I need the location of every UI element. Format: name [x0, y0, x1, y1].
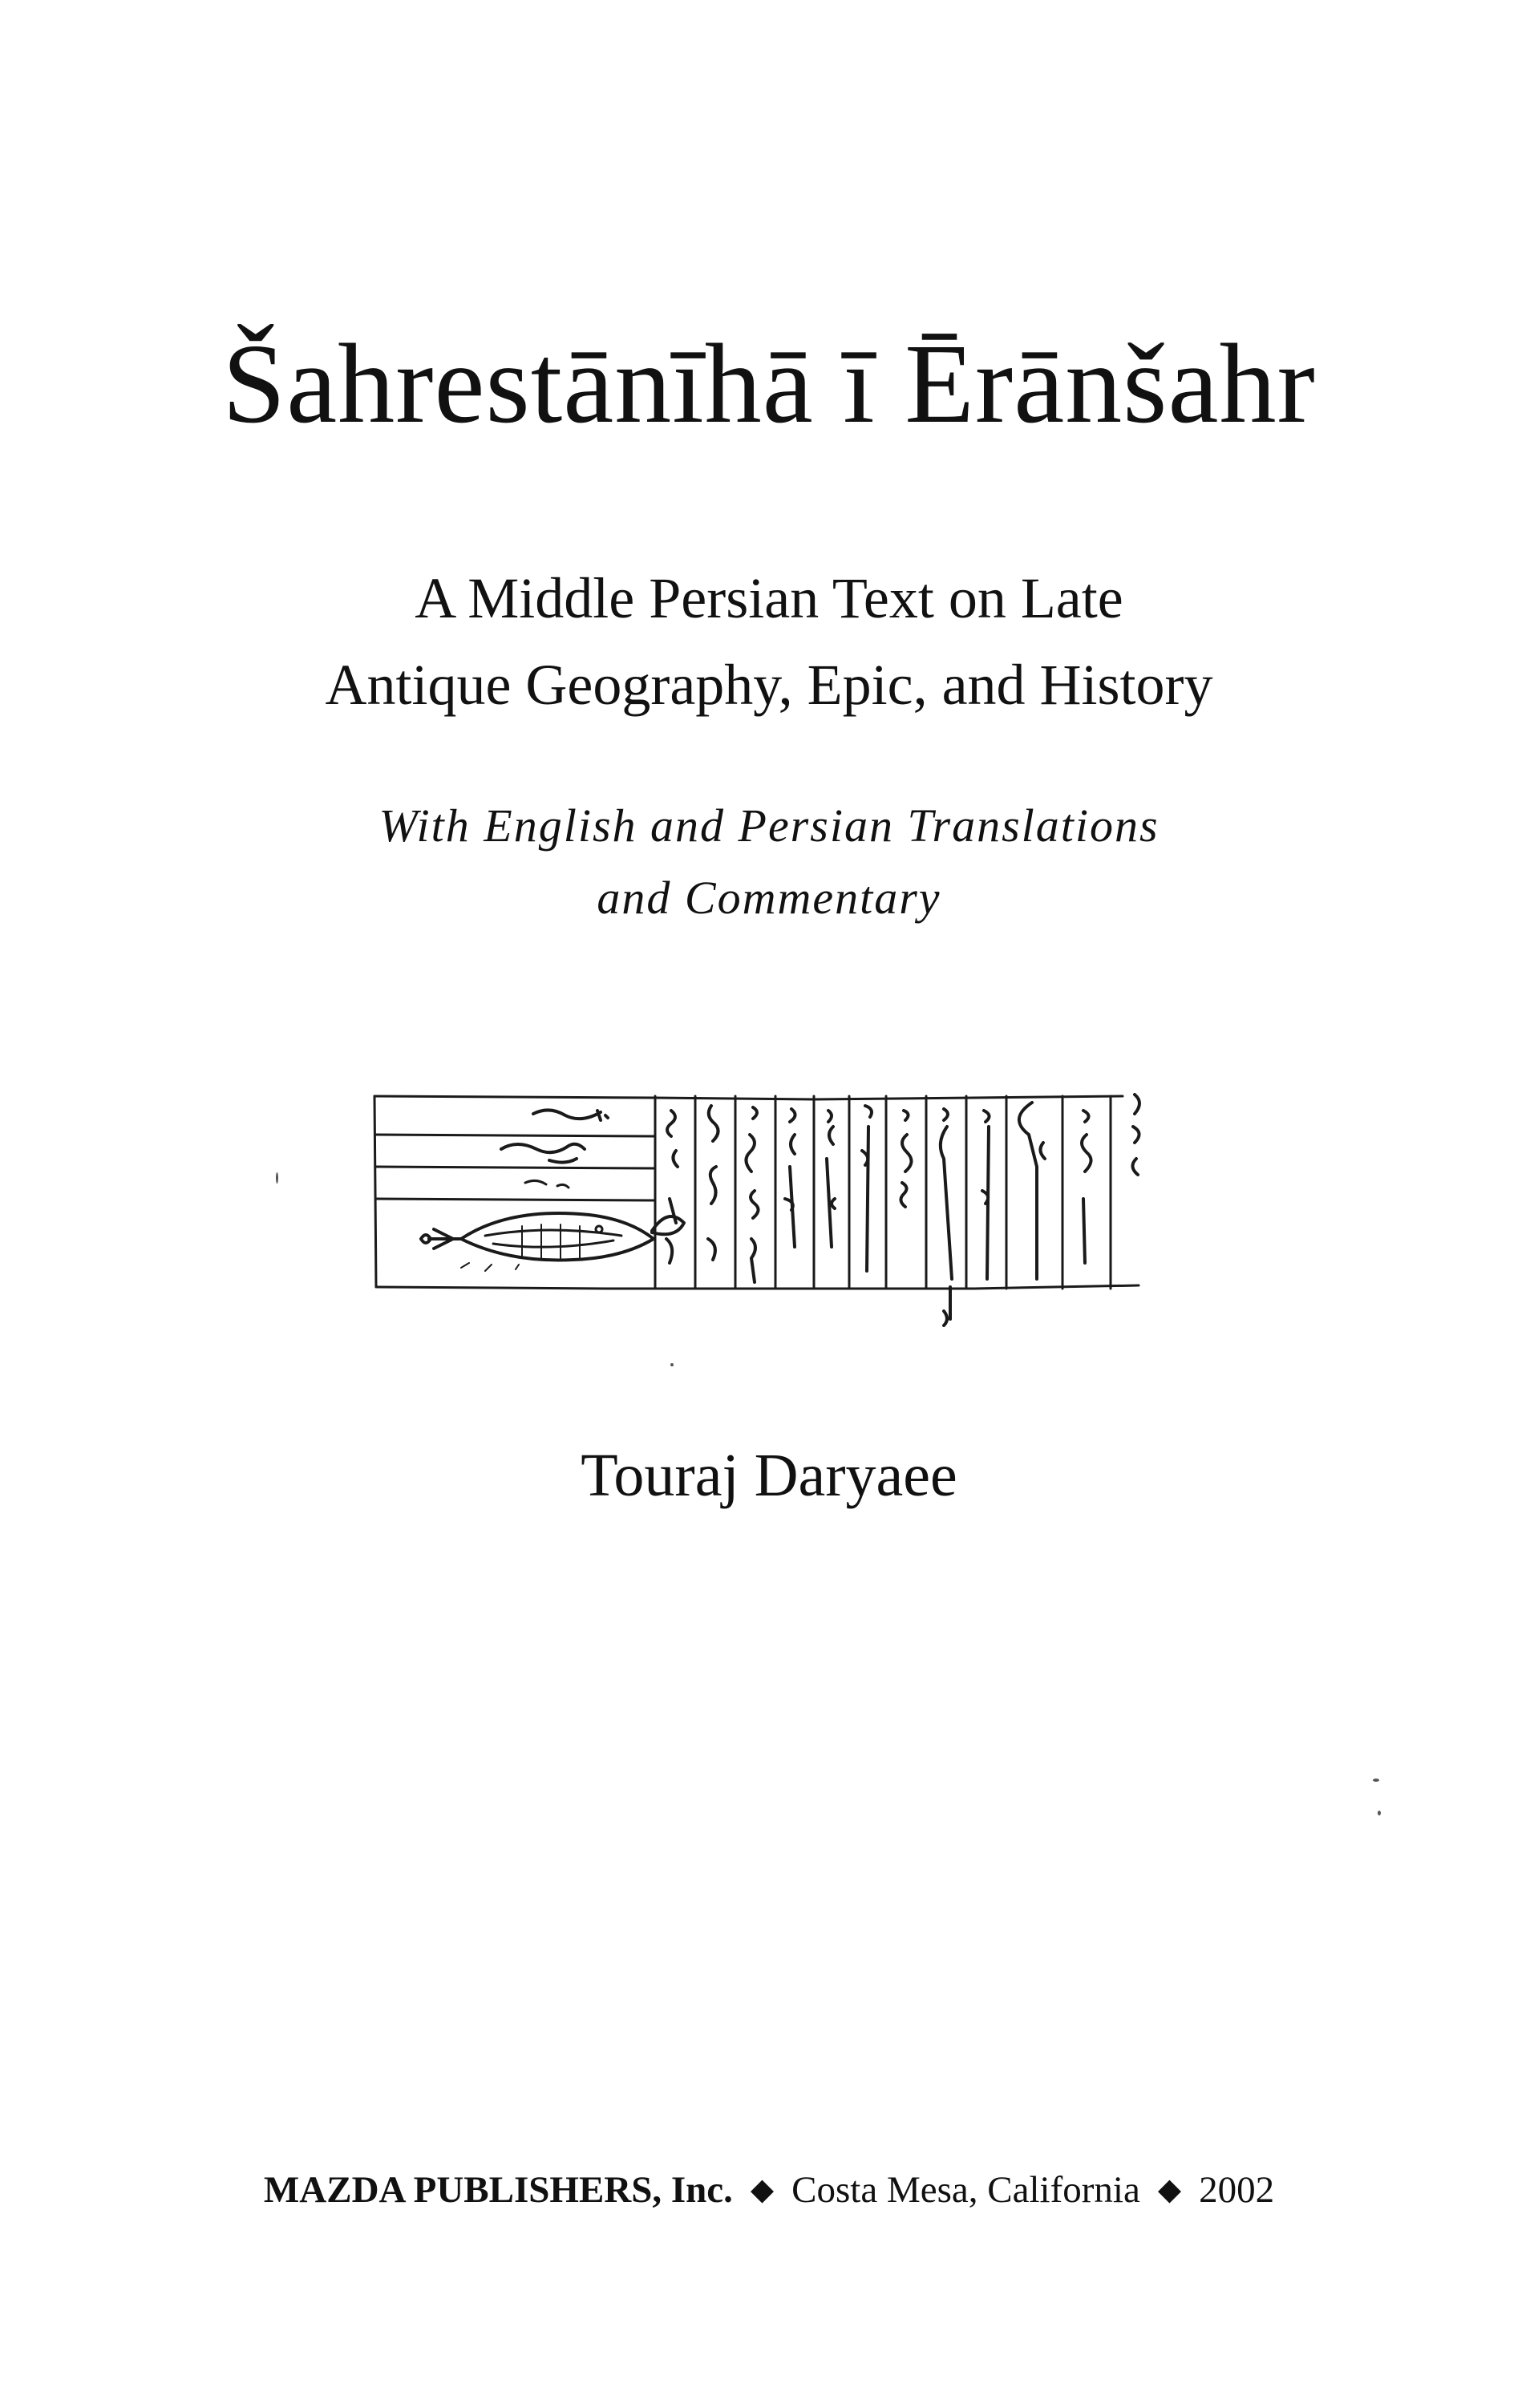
subtitle-line-1: A Middle Persian Text on Late	[415, 566, 1123, 630]
subtitle-line-2: Antique Geography, Epic, and History	[325, 653, 1213, 717]
diamond-separator-icon: ◆	[1157, 2173, 1182, 2207]
translations-line-1: With English and Persian Translations	[378, 799, 1160, 852]
scan-speck	[1378, 1811, 1381, 1815]
manuscript-illustration	[365, 1079, 1191, 1335]
scan-speck	[670, 1363, 674, 1366]
publisher-name: MAZDA PUBLISHERS, Inc.	[263, 2169, 733, 2211]
publication-year: 2002	[1199, 2169, 1275, 2211]
translations-note	[0, 790, 1538, 934]
book-title: Šahrestānīhā ī Ērānšahr	[222, 320, 1316, 447]
scan-speck	[276, 1172, 278, 1184]
publisher-location: Costa Mesa, California	[791, 2169, 1140, 2211]
book-subtitle	[0, 555, 1538, 728]
author-name: Touraj Daryaee	[581, 1442, 957, 1509]
diamond-separator-icon: ◆	[750, 2173, 775, 2207]
scan-speck	[1373, 1779, 1379, 1782]
publisher-imprint	[0, 2167, 1538, 2212]
translations-line-2: and Commentary	[597, 872, 941, 924]
